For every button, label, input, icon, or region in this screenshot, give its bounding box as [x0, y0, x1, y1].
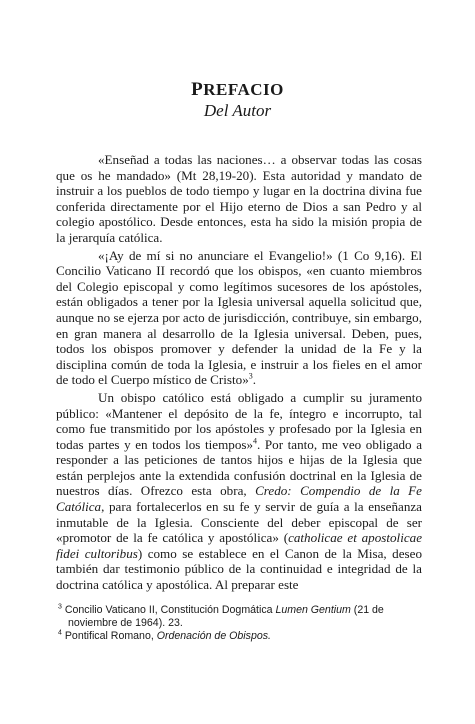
footnote-3: $^3$ Concilio Vaticano II, Constitución Dogmática Lumen Gentium (21 de noviembre de 1964). 23. [58, 603, 384, 629]
body-text [56, 152, 422, 593]
book-title: Credo: Compendio de la Fe Católica [56, 483, 422, 515]
chapter-heading [0, 80, 475, 121]
footnote-ref-3: 3 [248, 371, 253, 381]
chapter-title: PREFACIO [191, 79, 284, 100]
chapter-subtitle: Del Autor [203, 101, 272, 120]
paragraph-1: «Enseñad a todas las naciones… a observar todas las cosas que os he mandado» (Mt 28,19-20). Esta autoridad y mandato de instruir a los pueblos de todo tiempo y lugar en la doctrina divina fue conferida directamente por el Hijo eterno de Dios a san Pedro y al colegio apostólico. Desde entonces, esta ha sido la misión propia de la jerarquía católica. [56, 152, 422, 245]
paragraph-2: «¡Ay de mí si no anunciare el Evangelio!» (1 Co 9,16). El Concilio Vaticano II recordó que los obispos, «en cuanto miembros del Colegio episcopal y como legítimos sucesores de los apóstoles, están obligados a tener por la Iglesia universal aquella solicitud que, aunque no se ejerza por acto de jurisdicción, contribuye, sin embargo, en gran manera al desarrollo de la Iglesia universal. Deben, pues, todos los obispos promover y defender la unidad de la Fe y la disciplina común de toda la Iglesia, e instruir a los fieles en el amor de todo el Cuerpo místico de Cristo»$^3$. [56, 247, 422, 388]
footnotes [56, 604, 422, 643]
footnote-ref-4: 4 [253, 436, 258, 446]
footnote-4: $^4$ Pontifical Romano, Ordenación de Obispos. [58, 629, 271, 642]
latin-phrase: catholicae et apostolicae fidei cultoribus [56, 530, 422, 561]
paragraph-3: Un obispo católico está obligado a cumplir su juramento público: «Mantener el depósito de la fe, íntegro e incorrupto, tal como fue transmitido por los apóstoles y profesado por la Iglesia en todas partes y en todos los tiempos»$^4$. Por tanto, me veo obligado a responder a las peticiones de tantos hijos e hijas de la Iglesia que están perplejos ante la extendida confusión doctrinal en la Iglesia de nuestros días. Ofrezco esta obra, Credo: Compendio de la Fe Católica, para fortalecerlos en su fe y servir de guía a la enseñanza inmutable de la Iglesia. Consciente del deber episcopal de ser «promotor de la fe católica y apostólica» (catholicae et apostolicae fidei cultoribus) como se establece en el Canon de la Misa, deseo también dar testimonio público de la continuidad e integridad de la doctrina católica y apostólica. Al preparar este [56, 389, 422, 593]
